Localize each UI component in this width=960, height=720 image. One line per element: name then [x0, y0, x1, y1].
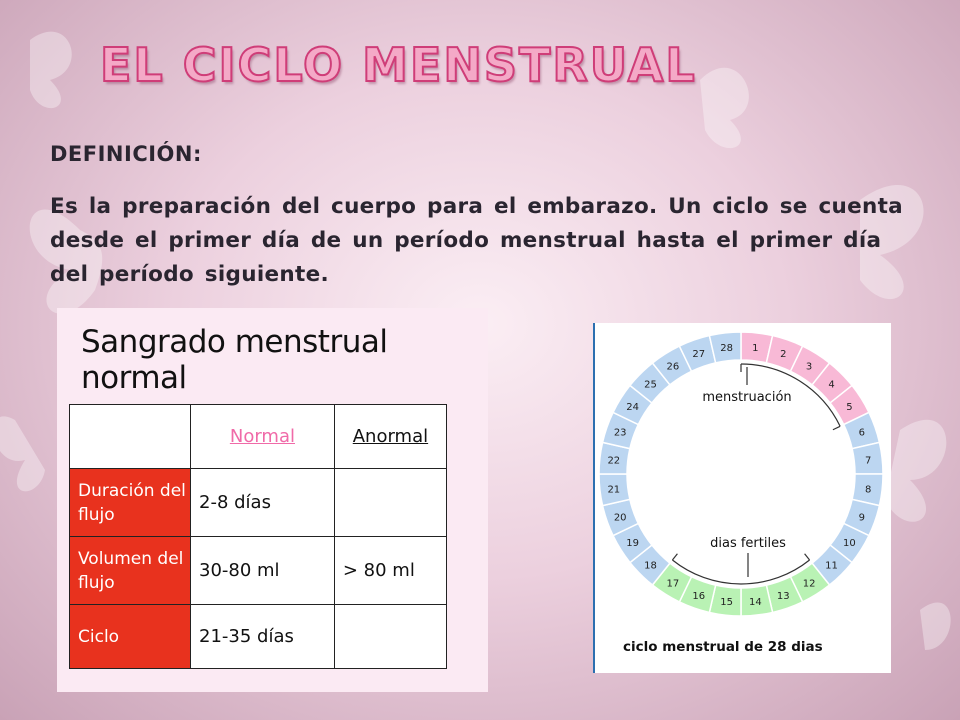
definition-label: DEFINICIÓN:	[50, 142, 202, 166]
day-label-22: 22	[607, 455, 621, 467]
day-label-16: 16	[692, 590, 706, 602]
menstrual-bleeding-table-image	[57, 308, 488, 692]
day-label-5: 5	[846, 401, 853, 413]
menstruation-label: menstruación	[702, 390, 792, 405]
row-label-volume: Volumen del flujo	[70, 537, 191, 605]
cycle-caption: ciclo menstrual de 28 dias	[623, 639, 823, 655]
day-label-21: 21	[607, 484, 621, 496]
menstruation-bracket-tick	[833, 426, 840, 429]
day-label-12: 12	[802, 578, 816, 590]
cell-cycle-abnormal	[334, 605, 446, 669]
fertile-days-label: dias fertiles	[710, 536, 786, 551]
cycle-wheel	[595, 323, 891, 633]
cell-volume-abnormal: > 80 ml	[334, 537, 446, 605]
row-label-duration: Duración del flujo	[70, 469, 191, 537]
day-label-6: 6	[858, 427, 866, 439]
day-label-14: 14	[748, 597, 762, 609]
day-label-28: 28	[720, 342, 734, 354]
day-label-9: 9	[858, 512, 866, 524]
row-label-cycle: Ciclo	[70, 605, 191, 669]
day-label-18: 18	[644, 560, 657, 572]
day-label-27: 27	[692, 349, 706, 361]
empty-header-cell	[70, 405, 191, 469]
day-label-13: 13	[776, 590, 790, 602]
fertile-bracket-tick	[805, 554, 810, 560]
day-label-17: 17	[666, 578, 680, 590]
day-label-11: 11	[825, 560, 838, 572]
day-label-20: 20	[613, 512, 627, 524]
day-label-10: 10	[843, 538, 856, 550]
bleeding-table	[69, 404, 447, 669]
column-header-normal: Normal	[191, 405, 335, 469]
cell-cycle-normal: 21-35 días	[191, 605, 335, 669]
day-label-15: 15	[720, 597, 734, 609]
day-label-26: 26	[666, 361, 680, 373]
cell-volume-normal: 30-80 ml	[191, 537, 335, 605]
cycle-diagram-image	[593, 323, 891, 673]
definition-text: Es la preparación del cuerpo para el embarazo. Un ciclo se cuenta desde el primer día de un período menstrual hasta el primer día del período siguiente.	[50, 194, 903, 287]
day-label-19: 19	[626, 538, 639, 550]
slide-title: EL CICLO MENSTRUAL	[100, 38, 697, 92]
fertile-bracket-tick	[672, 554, 677, 560]
day-label-7: 7	[865, 455, 872, 467]
day-label-24: 24	[626, 401, 639, 413]
cell-duration-abnormal	[334, 469, 446, 537]
cell-duration-normal: 2-8 días	[191, 469, 335, 537]
day-label-4: 4	[828, 379, 835, 391]
table-title: Sangrado menstrual normal	[81, 324, 388, 396]
day-label-3: 3	[805, 361, 813, 373]
day-label-25: 25	[644, 379, 657, 391]
day-label-23: 23	[613, 427, 627, 439]
column-header-abnormal: Anormal	[334, 405, 446, 469]
day-label-8: 8	[865, 484, 872, 496]
day-label-1: 1	[752, 342, 759, 354]
day-label-2: 2	[780, 349, 787, 361]
